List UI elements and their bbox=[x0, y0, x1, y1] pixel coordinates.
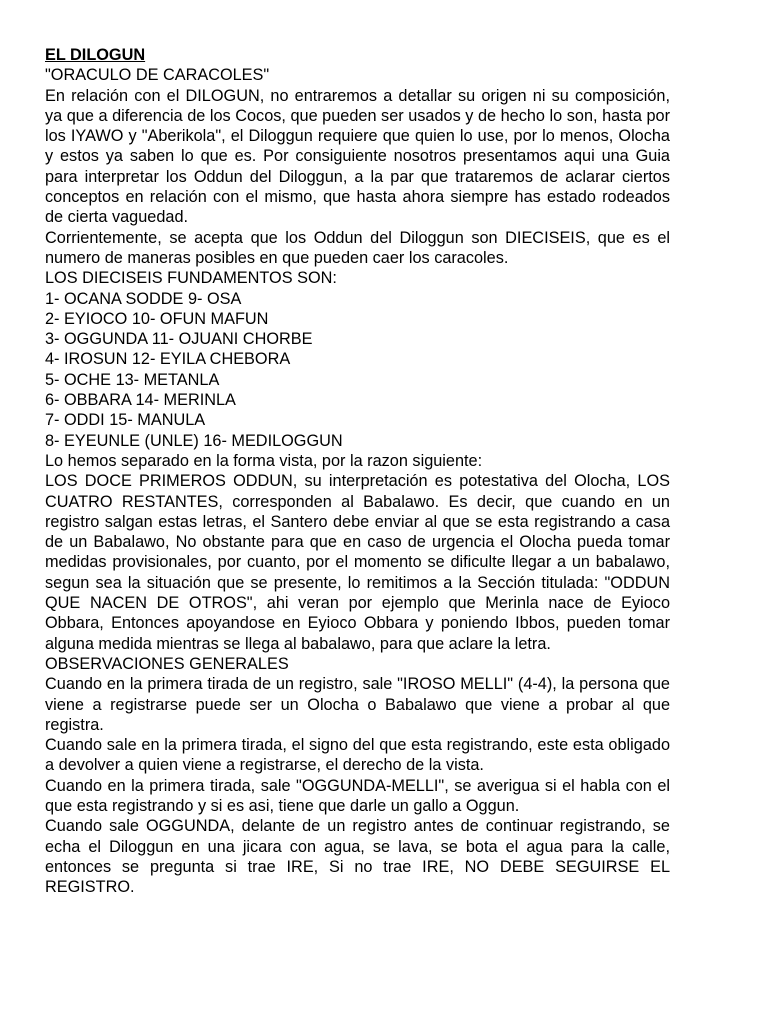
fundamentos-item: 5- OCHE 13- METANLA bbox=[45, 370, 220, 389]
obs-oggunda-melli-paragraph: Cuando en la primera tirada, sale "OGGUNDA-MELLI", se averigua si el habla con el que esta registrando y si es asi, tiene que darle un gallo a Oggun. bbox=[45, 776, 670, 815]
fundamentos-item: 2- EYIOCO 10- OFUN MAFUN bbox=[45, 309, 269, 328]
document-page bbox=[45, 45, 670, 897]
fundamentos-item: 1- OCANA SODDE 9- OSA bbox=[45, 289, 242, 308]
dieciseis-paragraph: Corrientemente, se acepta que los Oddun del Diloggun son DIECISEIS, que es el numero de maneras posibles en que pueden caer los caracoles. bbox=[45, 228, 670, 267]
fundamentos-item: 4- IROSUN 12- EYILA CHEBORA bbox=[45, 350, 291, 369]
fundamentos-heading: LOS DIECISEIS FUNDAMENTOS SON: bbox=[45, 269, 337, 288]
document-subtitle: "ORACULO DE CARACOLES" bbox=[45, 66, 270, 85]
doce-primeros-paragraph: LOS DOCE PRIMEROS ODDUN, su interpretación es potestativa del Olocha, LOS CUATRO RESTANTES, corresponden al Babalawo. Es decir, que cuando en un registro salgan estas letras, el Santero debe enviar al que se esta registrando a casa de un Babalawo, No obstante para que en caso de urgencia el Olocha pueda tomar medidas provisionales, por cuanto, por el momento se dificulte llegar a un babalawo, segun sea la situación que se presente, lo remitimos a la Sección titulada: "ODDUN QUE NACEN DE OTROS", ahi veran por ejemplo que Merinla nace de Eyioco Obbara, Entonces apoyandose en Eyioco Obbara y poniendo Ibbos, pueden tomar alguna medida mientras se llega al babalawo, para que aclare la letra. bbox=[45, 472, 670, 653]
document-title: EL DILOGUN bbox=[45, 46, 146, 64]
obs-iroso-paragraph: Cuando en la primera tirada de un registro, sale "IROSO MELLI" (4-4), la persona que viene a registrarse puede ser un Olocha o Babalawo que viene a probar al que registra. bbox=[45, 675, 670, 734]
fundamentos-item: 8- EYEUNLE (UNLE) 16- MEDILOGGUN bbox=[45, 431, 343, 450]
fundamentos-item: 7- ODDI 15- MANULA bbox=[45, 411, 206, 430]
obs-signo-paragraph: Cuando sale en la primera tirada, el signo del que esta registrando, este esta obligado a devolver a quien viene a registrarse, el derecho de la vista. bbox=[45, 736, 670, 775]
obs-oggunda-paragraph: Cuando sale OGGUNDA, delante de un registro antes de continuar registrando, se echa el Diloggun en una jicara con agua, se lava, se bota el agua para la calle, entonces se pregunta si trae IRE, Si no trae IRE, NO DEBE SEGUIRSE EL REGISTRO. bbox=[45, 817, 670, 897]
observaciones-heading: OBSERVACIONES GENERALES bbox=[45, 654, 289, 673]
fundamentos-item: 6- OBBARA 14- MERINLA bbox=[45, 391, 236, 410]
fundamentos-item: 3- OGGUNDA 11- OJUANI CHORBE bbox=[45, 330, 313, 349]
fundamentos-list bbox=[45, 289, 670, 451]
separado-paragraph: Lo hemos separado en la forma vista, por la razon siguiente: bbox=[45, 451, 483, 470]
intro-paragraph: En relación con el DILOGUN, no entraremos a detallar su origen ni su composición, ya que a diferencia de los Cocos, que pueden ser usados y de hecho lo son, hasta por los IYAWO y "Aberikola", el Diloggun requiere que quien lo use, por lo menos, Olocha y estos ya saben lo que es. Por consiguiente nosotros presentamos aqui una Guia para interpretar los Oddun del Diloggun, a la par que trataremos de aclarar ciertos conceptos en relación con el mismo, que hasta ahora siempre has estado rodeados de cierta vaguedad. bbox=[45, 86, 670, 227]
